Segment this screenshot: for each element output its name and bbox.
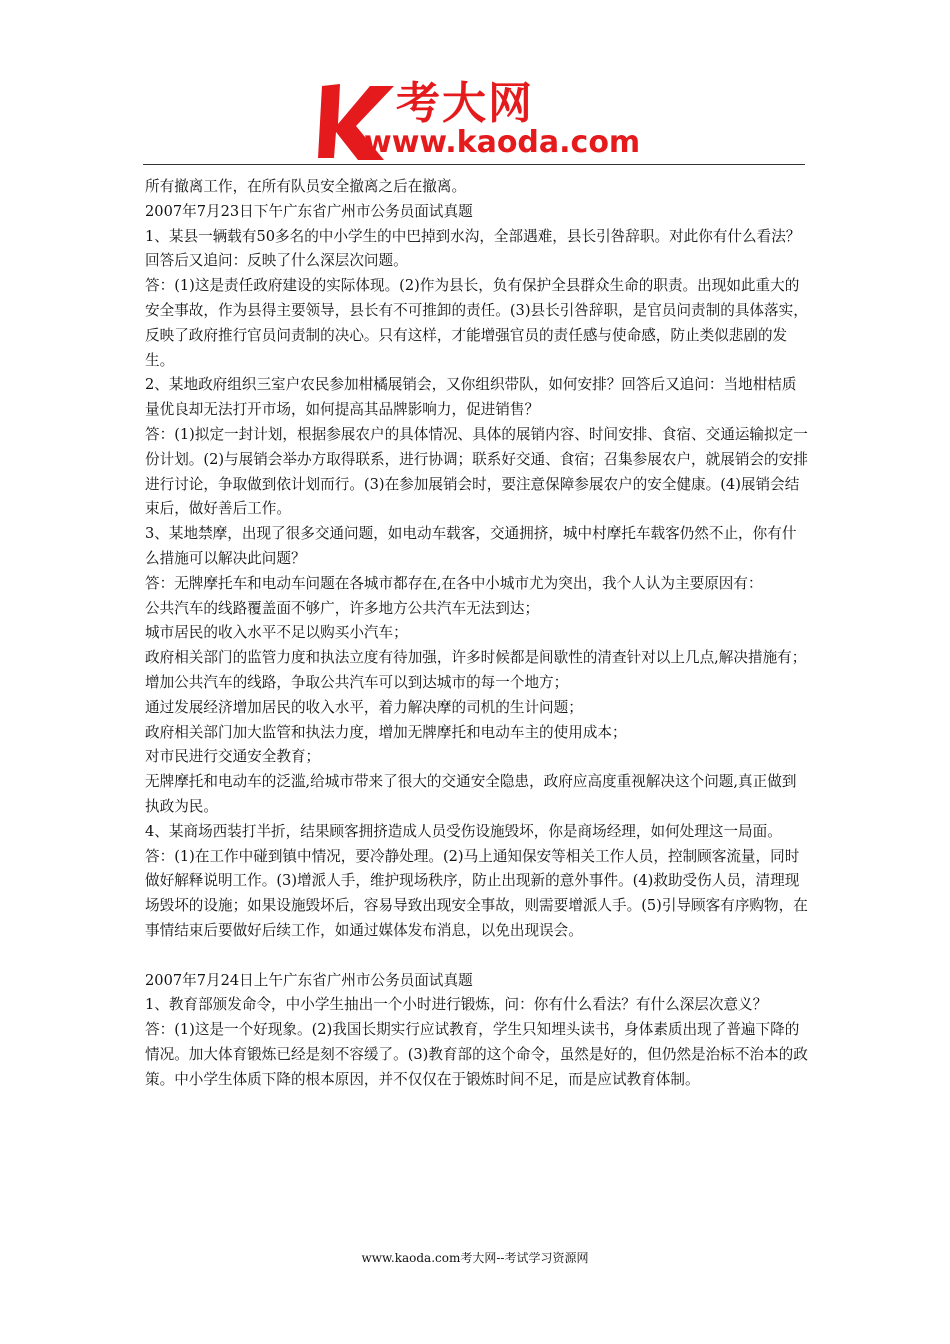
blank-line: [145, 944, 809, 969]
paragraph: 所有撤离工作，在所有队员安全撤离之后在撤离。: [145, 178, 467, 195]
section-heading: 2007年7月23日下午广东省广州市公务员面试真题: [145, 202, 473, 220]
answer: 答：(1)这是责任政府建设的实际体现。(2)作为县长，负有保护全县群众生命的职责。出现如此重大的安全事故，作为县得主要领导，县长有不可推卸的责任。(3)县长引咎辞职，是官员问责制的具体落实，反映了政府推行官员问责制的决心。只有这样，才能增强官员的责任感与使命感，防止类似悲剧的发生。: [145, 277, 808, 369]
page-footer: www.kaoda.com考大网--考试学习资源网: [361, 1251, 589, 1265]
paragraph: 增加公共汽车的线路，争取公共汽车可以到达城市的每一个地方；: [145, 673, 569, 691]
document-body: [145, 175, 809, 1092]
answer: 答：无牌摩托车和电动车问题在各城市都存在,在各中小城市尤为突出，我个人认为主要原因有：: [145, 574, 763, 592]
answer: 答：(1)在工作中碰到镇中情况，要冷静处理。(2)马上通知保安等相关工作人员，控制顾客流量，同时做好解释说明工作。(3)增派人手，维护现场秩序，防止出现新的意外事件。(4)救助受伤人员，清理现场毁坏的设施；如果设施毁坏后，容易导致出现安全事故，则需要增派人手。(5)引导顾客有序购物，在事情结束后要做好后续工作，如通过媒体发布消息，以免出现误会。: [145, 847, 808, 939]
paragraph: 政府相关部门的监管力度和执法立度有待加强，许多时候都是间歇性的清查针对以上几点,解决措施有；: [145, 649, 807, 667]
paragraph: 政府相关部门加大监管和执法力度，增加无牌摩托和电动车主的使用成本；: [145, 723, 627, 741]
kaoda-logo: [318, 80, 648, 162]
answer: 答：(1)拟定一封计划，根据参展农户的具体情况、具体的展销内容、时间安排、食宿、交通运输拟定一份计划。(2)与展销会举办方取得联系，进行协调；联系好交通、食宿；召集参展农户，就展销会的安排进行讨论，争取做到依计划而行。(3)在参加展销会时，要注意保障参展农户的安全健康。(4)展销会结束后，做好善后工作。: [145, 425, 808, 518]
header-divider: [143, 164, 805, 165]
logo-url: www.kaoda.com: [364, 125, 641, 160]
logo-chinese-name: 考大网: [396, 78, 534, 129]
answer: 答：(1)这是一个好现象。(2)我国长期实行应试教育，学生只知埋头读书，身体素质出现了普遍下降的情况。加大体育锻炼已经是刻不容缓了。(3)教育部的这个命令，虽然是好的，但仍然是治标不治本的政策。中小学生体质下降的根本原因，并不仅仅在于锻炼时间不足，而是应试教育体制。: [145, 1021, 808, 1088]
paragraph: 通过发展经济增加居民的收入水平，着力解决摩的司机的生计问题；: [145, 698, 583, 716]
paragraph: 城市居民的收入水平不足以购买小汽车；: [145, 624, 408, 642]
paragraph: 对市民进行交通安全教育；: [145, 748, 321, 766]
question: 2、某地政府组织三室户农民参加柑橘展销会，又你组织带队，如何安排？回答后又追问：当地柑桔质量优良却无法打开市场，如何提高其品牌影响力，促进销售？: [145, 376, 797, 419]
paragraph: 无牌摩托和电动车的泛滥,给城市带来了很大的交通安全隐患，政府应高度重视解决这个问题,真正做到执政为民。: [145, 773, 797, 815]
question: 3、某地禁摩，出现了很多交通问题，如电动车载客，交通拥挤，城中村摩托车载客仍然不止，你有什么措施可以解决此问题？: [145, 525, 797, 567]
question: 1、教育部颁发命令，中小学生抽出一个小时进行锻炼，问：你有什么看法？有什么深层次意义？: [145, 996, 768, 1014]
page-header: [0, 0, 950, 170]
question: 4、某商场西装打半折，结果顾客拥挤造成人员受伤设施毁坏，你是商场经理，如何处理这一局面。: [145, 822, 782, 840]
question: 1、某县一辆载有50多名的中小学生的中巴掉到水沟，全部遇难，县长引咎辞职。对此你有什么看法？回答后又追问：反映了什么深层次问题。: [145, 227, 801, 270]
paragraph: 公共汽车的线路覆盖面不够广，许多地方公共汽车无法到达；: [145, 599, 540, 617]
section-heading: 2007年7月24日上午广东省广州市公务员面试真题: [145, 971, 473, 989]
